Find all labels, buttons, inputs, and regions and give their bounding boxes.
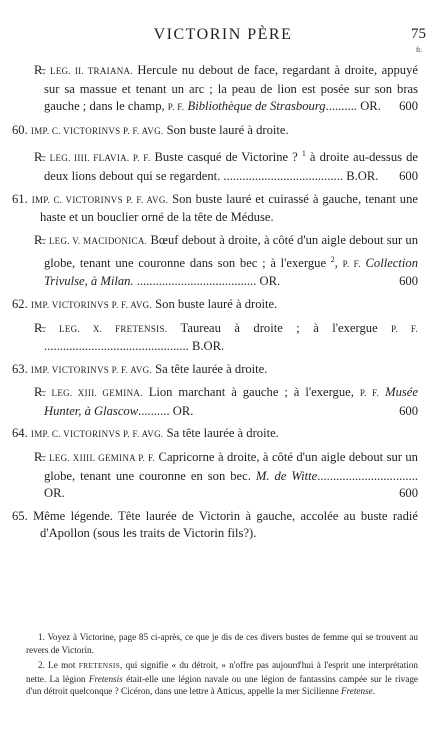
- entry-number: 63.: [12, 361, 28, 376]
- reverse-description: [26, 320, 418, 356]
- coin-legend: LEG. IIII. FLAVIA. P. F.: [49, 153, 151, 164]
- footnote-text: , qui signifie « du détroit, » n'offre pas aujourd'hui à l'esprit une interprétation nette. La légion: [26, 660, 419, 684]
- metal: OR.: [169, 403, 194, 418]
- footnote: [26, 659, 418, 698]
- coin-legend: IMP. C. VICTORINVS P. F. AVG.: [31, 194, 169, 205]
- entry-number: 64.: [12, 426, 28, 441]
- coin-legend: IMP. C. VICTORINVS P. F. AVG.: [30, 125, 164, 136]
- coin-legend: P. F.: [342, 258, 361, 269]
- footnote-text: était-elle une légion navale ou une légion de fantassins campée sur le rivage d'un détroit quelconque ? Cicéron, dans une lettre à Atticus, appelle la mer Sicilienne: [26, 673, 419, 697]
- metal: B.OR.: [188, 339, 225, 354]
- leader-dots: ......................................: [133, 274, 257, 289]
- description-text: Son buste lauré et cuirassé à gauche, tenant une haste et un bouclier orné de la tête de Méduse.: [40, 191, 418, 225]
- coin-legend: LEG. XIIII. GEMINA P. F.: [49, 453, 156, 464]
- obverse-description: [12, 296, 418, 315]
- obverse-description: [12, 361, 418, 380]
- obverse-description: [12, 122, 418, 141]
- description-text: ,: [334, 255, 343, 270]
- footnote-term: FRETENSIS: [78, 661, 121, 671]
- description-text: Sa tête laurée à droite.: [163, 426, 279, 441]
- description-text: Même légende. Tête laurée de Victorin à gauche, accolée au buste radié d'Apollon (sous les traits de Victorin fils?).: [27, 508, 418, 541]
- leader-dots: ..........: [138, 403, 170, 418]
- coin-legend: IMP. VICTORINVS P. F. AVG.: [30, 364, 153, 375]
- reverse-mark: R̶.: [34, 150, 46, 165]
- collection-name: Collection Trivulse, à Milan.: [44, 255, 418, 289]
- leader-dots: ................................: [317, 468, 418, 483]
- catalogue-body: [12, 62, 419, 548]
- reverse-mark: R̶.: [34, 385, 46, 400]
- coin-legend: P. F.: [391, 323, 418, 334]
- entry-number: 62.: [12, 296, 28, 311]
- page-number: 75: [411, 26, 426, 42]
- reverse-description: [26, 62, 418, 117]
- coin-legend: LEG. X. FRETENSIS.: [59, 323, 168, 334]
- page-header: [0, 26, 446, 54]
- description-text: Hercule nu debout de face, regardant à droite, appuyé sur sa massue et tenant un arc ; la peau de lion est posée sur son bras gauche ; dans le champ,: [44, 63, 418, 114]
- description-text: Son buste lauré à droite.: [152, 296, 278, 311]
- footnote: [26, 631, 418, 656]
- description-text: Son buste lauré à droite.: [163, 122, 289, 137]
- reverse-mark: R̶.: [34, 232, 46, 247]
- coin-legend: IMP. C. VICTORINVS P. F. AVG.: [30, 429, 164, 440]
- obverse-description: [12, 508, 418, 543]
- footnote-italic: Fretensis: [88, 673, 123, 684]
- entry-number: 60.: [12, 122, 28, 137]
- coin-legend: LEG. V. MACIDONICA.: [48, 235, 148, 246]
- obverse-description: [12, 191, 418, 227]
- reverse-description: [26, 449, 418, 503]
- collection-name: Musée Hunter, à Glascow: [44, 385, 418, 418]
- description-text: Sa tête laurée à droite.: [152, 361, 268, 376]
- reverse-description: [26, 232, 418, 291]
- leader-dots: ......................................: [220, 169, 344, 184]
- description-text: Capricorne à droite, à côté d'un aigle debout sur un globe, tenant une couronne en son bec.: [44, 450, 418, 483]
- price-value: 600: [399, 99, 418, 114]
- footnote-text: Voyez à Victorine, page 85 ci-après, ce que je dis de ces divers bustes de femme qui se trouvent au revers de Victorin.: [26, 632, 418, 655]
- coin-legend: IMP. VICTORINVS P. F. AVG.: [30, 299, 153, 310]
- coin-legend: P. F.: [359, 388, 380, 399]
- reverse-mark: R̶.: [34, 63, 46, 77]
- obverse-description: [12, 425, 418, 444]
- footnote-italic: Fretense: [340, 686, 373, 697]
- coin-legend: P. F.: [167, 102, 185, 113]
- footnote-number: 2.: [38, 660, 45, 671]
- footnote-text: .: [372, 686, 376, 697]
- entry-number: 61.: [12, 191, 28, 206]
- leader-dots: ..............................................: [44, 339, 189, 354]
- collection-name: Bibliothèque de Strasbourg: [187, 99, 326, 114]
- price-value: 600: [399, 169, 418, 184]
- metal: OR.: [44, 486, 65, 501]
- footnote-ref: 2: [330, 254, 335, 264]
- price-value: 600: [399, 403, 418, 418]
- reverse-mark: R̶.: [34, 450, 46, 465]
- description-text: Buste casqué de Victorine ?: [150, 150, 302, 165]
- price-value: 600: [399, 486, 418, 501]
- collection-name: M. de Witte: [255, 468, 318, 483]
- leader-dots: ..........: [325, 99, 358, 114]
- coin-legend: LEG. II. TRAIANA.: [50, 66, 133, 76]
- entry-number: 65.: [12, 508, 28, 523]
- footnotes: [26, 631, 418, 701]
- price-value: 600: [399, 274, 418, 289]
- footnote-text: Le mot: [48, 660, 79, 671]
- footnote-number: 1.: [38, 632, 45, 642]
- reverse-description: [26, 384, 418, 420]
- description-text: Lion marchant à gauche ; à l'exergue,: [142, 385, 360, 400]
- reverse-description: [26, 145, 418, 185]
- metal: OR.: [256, 274, 281, 289]
- description-text: à droite au-dessus de deux lions debout qui se regardent.: [44, 150, 418, 184]
- signature-mark: fr.: [415, 46, 422, 54]
- description-text: Bœuf debout à droite, à côté d'un aigle debout sur un globe, tenant une couronne dans son bec ; à l'exergue: [44, 232, 419, 270]
- metal: OR.: [357, 99, 381, 114]
- reverse-mark: R̶.: [34, 320, 46, 335]
- metal: B.OR.: [343, 169, 379, 184]
- running-title: VICTORIN PÈRE: [153, 26, 293, 43]
- footnote-ref: 1: [301, 149, 306, 159]
- description-text: Taureau à droite ; à l'exergue: [167, 320, 392, 335]
- coin-legend: LEG. XIII. GEMINA.: [51, 388, 143, 399]
